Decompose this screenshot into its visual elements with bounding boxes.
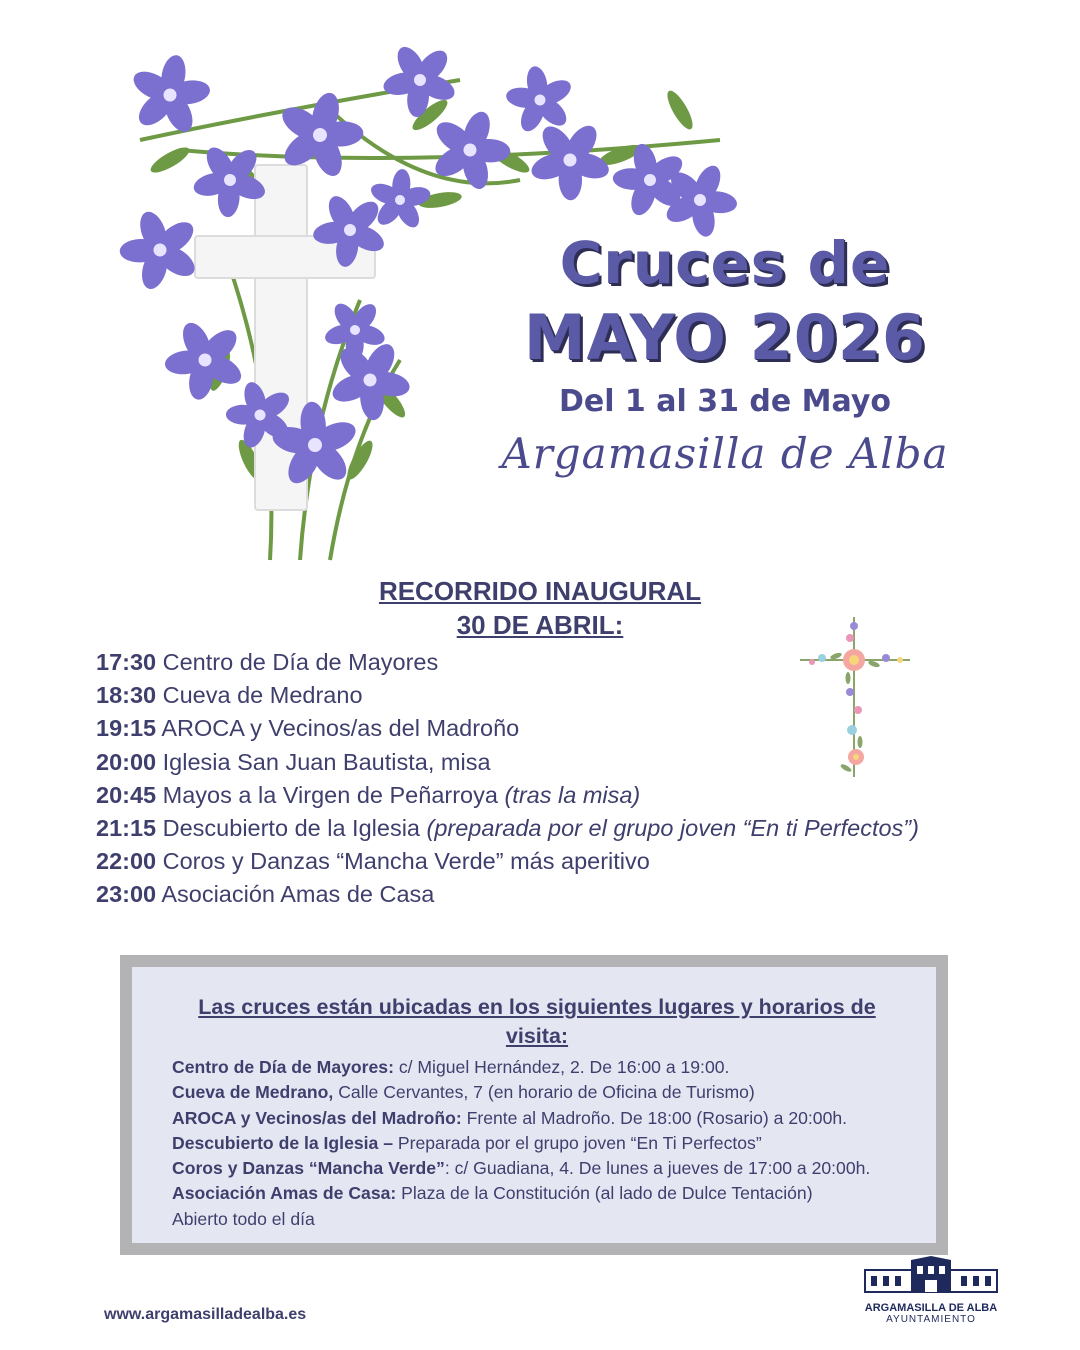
location-name: Cueva de Medrano, (172, 1082, 334, 1103)
location-name: Centro de Día de Mayores: (172, 1057, 394, 1077)
schedule-item (96, 779, 996, 812)
locations-inner (132, 967, 936, 1243)
location-item (172, 1156, 902, 1181)
location-detail: Abierto todo el día (172, 1208, 315, 1229)
location-item (172, 1106, 902, 1131)
location-item (172, 1207, 902, 1232)
location-item (172, 1131, 902, 1156)
schedule-note: (preparada por el grupo joven “En ti Perfectos”) (426, 815, 919, 842)
location-item (172, 1055, 902, 1080)
location-name: Coros y Danzas “Mancha Verde” (172, 1158, 445, 1179)
schedule-place: Mayos a la Virgen de Peñarroya (162, 781, 498, 808)
location-item (172, 1181, 902, 1206)
location-name: AROCA y Vecinos/as del Madroño: (172, 1107, 462, 1128)
program-title: RECORRIDO INAUGURAL (378, 576, 702, 606)
event-dates: Del 1 al 31 de Mayo (558, 383, 892, 419)
location-detail: c/ Miguel Hernández, 2. De 16:00 a 19:00. (398, 1057, 730, 1077)
schedule-item (96, 812, 996, 845)
schedule-place: Iglesia San Juan Bautista, misa (162, 748, 491, 775)
schedule-time: 20:45 (96, 781, 157, 808)
floral-cross-icon (792, 612, 916, 782)
schedule-place: Descubierto de la Iglesia (162, 815, 420, 842)
location-detail: Calle Cervantes, 7 (en horario de Oficina de Turismo) (338, 1082, 755, 1103)
title-block (470, 229, 980, 478)
location-item (172, 1080, 902, 1105)
schedule-place: Coros y Danzas “Mancha Verde” más aperitivo (162, 848, 650, 875)
locations-list (172, 1055, 902, 1232)
schedule-time: 17:30 (96, 649, 157, 675)
schedule-note: (tras la misa) (504, 781, 641, 808)
schedule-time: 22:00 (96, 848, 157, 875)
location-detail: Plaza de la Constitución (al lado de Dulce Tentación) (401, 1183, 813, 1204)
location-detail: Preparada por el grupo joven “En Ti Perfectos” (397, 1132, 762, 1153)
program-heading (0, 574, 1080, 642)
locations-box (120, 955, 948, 1255)
schedule-item (96, 878, 996, 911)
schedule-place: Cueva de Medrano (162, 682, 363, 709)
council-logo (856, 1256, 1006, 1325)
schedule-time: 18:30 (96, 682, 157, 709)
schedule-time: 21:15 (96, 815, 157, 842)
location-name: Asociación Amas de Casa: (172, 1183, 397, 1204)
location-detail: : c/ Guadiana, 4. De lunes a jueves de 17:00 a 20:00h. (444, 1158, 871, 1179)
website-link[interactable]: www.argamasilladealba.es (104, 1306, 307, 1323)
town-hall-building-logo (861, 1256, 1001, 1296)
schedule-place: Asociación Amas de Casa (161, 881, 435, 908)
council-name: ARGAMASILLA DE ALBA (864, 1302, 998, 1314)
schedule-time: 20:00 (96, 748, 157, 775)
location-detail: Frente al Madroño. De 18:00 (Rosario) a 20:00h. (466, 1107, 848, 1128)
location-name: Descubierto de la Iglesia – (172, 1132, 393, 1153)
schedule-time: 19:15 (96, 715, 157, 742)
schedule-item (96, 845, 996, 878)
title-line-1: Cruces de (559, 229, 891, 297)
schedule-place: Centro de Día de Mayores (162, 649, 439, 675)
locations-heading: Las cruces están ubicadas en los siguientes lugares y horarios de visita: (198, 995, 876, 1048)
schedule-place: AROCA y Vecinos/as del Madroño (161, 715, 520, 742)
title-line-2: MAYO 2026 (523, 300, 927, 374)
schedule-time: 23:00 (96, 881, 157, 908)
town-name: Argamasilla de Alba (501, 428, 949, 478)
program-date: 30 DE ABRIL: (456, 610, 624, 640)
council-subtitle: AYUNTAMIENTO (886, 1314, 976, 1325)
